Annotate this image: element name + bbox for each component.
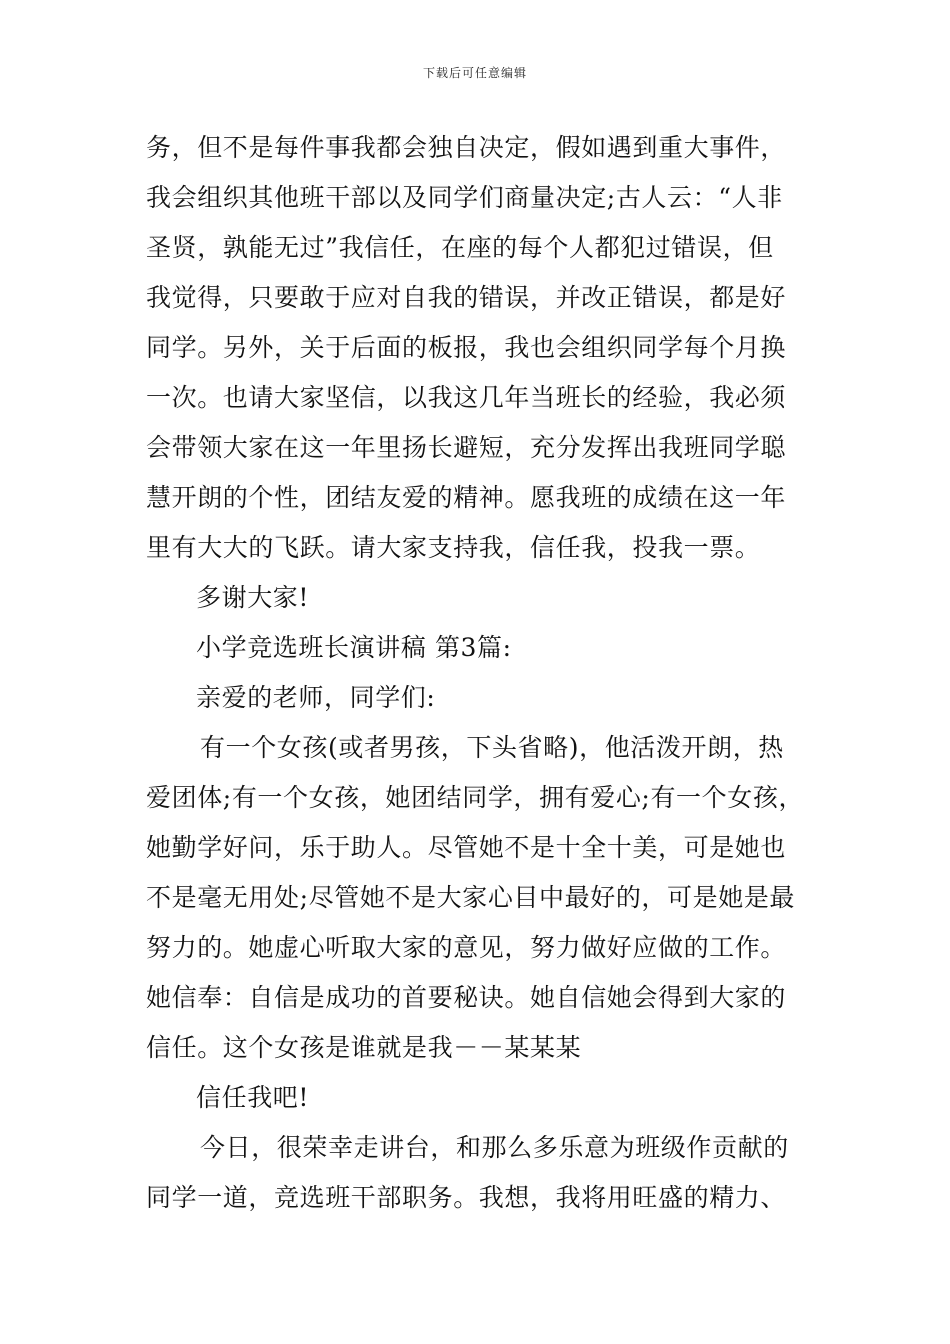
section-heading: 小学竞选班长演讲稿 第3篇: <box>196 633 512 662</box>
text-line: 里有大大的飞跃。请大家支持我，信任我，投我一票。 <box>146 533 761 562</box>
text-line: 有一个女孩(或者男孩，下头省略)，他活泼开朗，热 <box>200 733 784 762</box>
text-line: 慧开朗的个性，团结友爱的精神。愿我班的成绩在这一年 <box>146 483 787 512</box>
text-line: 她勤学好问，乐于助人。尽管她不是十全十美，可是她也 <box>146 833 787 862</box>
text-line: 圣贤，孰能无过”我信任，在座的每个人都犯过错误，但 <box>146 233 774 262</box>
text-line: 信任。这个女孩是谁就是我－－某某某 <box>146 1033 582 1062</box>
text-line: 不是毫无用处;尽管她不是大家心目中最好的，可是她是最 <box>146 883 796 912</box>
text-line: 我会组织其他班干部以及同学们商量决定;古人云：“人非 <box>146 183 783 212</box>
text-line: 一次。也请大家坚信，以我这几年当班长的经验，我必须 <box>146 383 787 412</box>
text-line: 同学一道，竞选班干部职务。我想，我将用旺盛的精力、 <box>146 1183 787 1212</box>
text-line: 努力的。她虚心听取大家的意见，努力做好应做的工作。 <box>146 933 787 962</box>
text-line: 我觉得，只要敢于应对自我的错误，并改正错误，都是好 <box>146 283 787 312</box>
text-line: 她信奉：自信是成功的首要秘诀。她自信她会得到大家的 <box>146 983 787 1012</box>
text-line: 今日，很荣幸走讲台，和那么多乐意为班级作贡献的 <box>200 1133 789 1162</box>
text-line: 务，但不是每件事我都会独自决定，假如遇到重大事件， <box>146 133 787 162</box>
text-line: 信任我吧! <box>196 1083 310 1112</box>
text-line: 同学。另外，关于后面的板报，我也会组织同学每个月换 <box>146 333 787 362</box>
text-line: 多谢大家! <box>196 583 310 612</box>
page-header: 下载后可任意编辑 <box>422 66 527 80</box>
text-line: 会带领大家在这一年里扬长避短，充分发挥出我班同学聪 <box>146 433 787 462</box>
salutation: 亲爱的老师，同学们: <box>196 683 436 712</box>
text-line: 爱团体;有一个女孩，她团结同学，拥有爱心;有一个女孩， <box>146 783 805 812</box>
